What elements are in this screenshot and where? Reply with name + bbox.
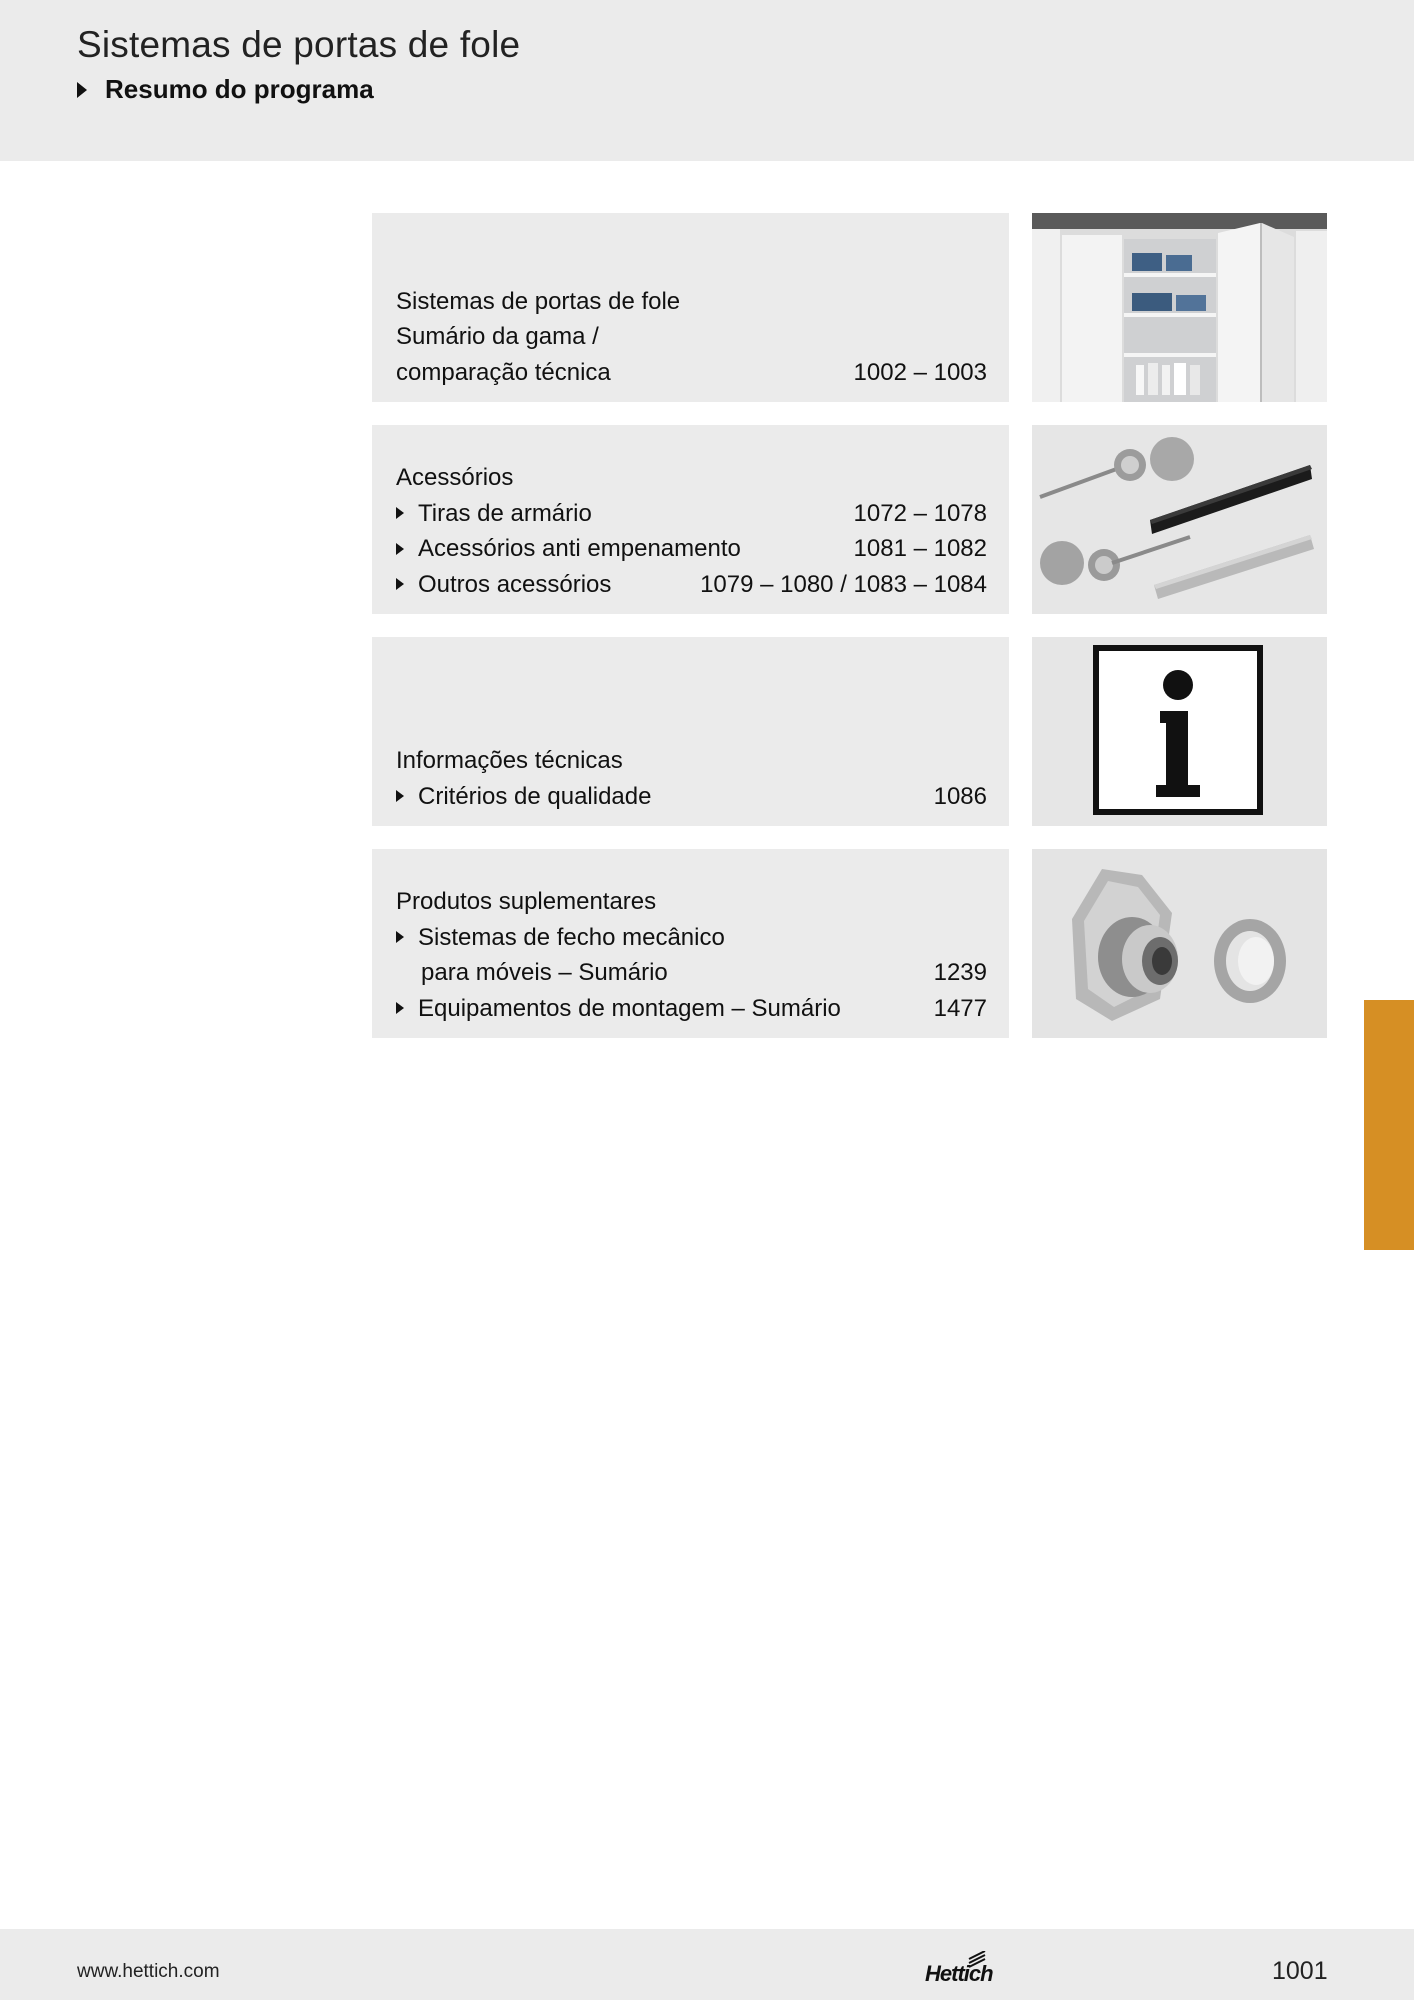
section-line-label: Tiras de armário [418, 499, 592, 527]
page-reference[interactable]: 1086 [933, 782, 987, 810]
page-reference[interactable]: 1079 – 1080 / 1083 – 1084 [700, 570, 987, 598]
accessories-illustration [1032, 425, 1327, 614]
section-line-label: Acessórios anti empenamento [418, 535, 741, 562]
page-subtitle-text: Resumo do programa [105, 74, 374, 104]
section-line-label: Sistemas de fecho mecânico [418, 923, 725, 951]
folding-wardrobe-photo [1032, 213, 1327, 402]
page-reference[interactable]: 1477 [933, 994, 987, 1022]
hettich-logo [925, 1951, 1005, 1987]
section-line[interactable] [396, 991, 987, 1027]
lock-illustration [1032, 849, 1327, 1038]
info-icon-graphic [1032, 637, 1327, 826]
bullet-arrow-icon [77, 82, 87, 98]
section-panel-accessories [372, 425, 1009, 614]
section-line[interactable] [396, 779, 987, 815]
section-line-label: Outros acessórios [418, 570, 612, 598]
section-line [396, 920, 987, 956]
section-line [396, 319, 987, 355]
section-line-label: Equipamentos de montagem – Sumário [418, 994, 841, 1022]
bullet-arrow-icon [396, 507, 404, 519]
page-reference[interactable]: 1239 [933, 959, 987, 986]
bullet-arrow-icon [396, 790, 404, 802]
bullet-arrow-icon [396, 543, 404, 555]
section-line[interactable] [396, 567, 987, 603]
section-panel-supplementary [372, 849, 1009, 1038]
page-reference[interactable]: 1081 – 1082 [853, 535, 987, 562]
section-line [396, 743, 987, 779]
accessories-photo [1032, 425, 1327, 614]
section-line [396, 884, 987, 920]
section-line [396, 284, 987, 320]
footer-url[interactable]: www.hettich.com [77, 1961, 220, 1982]
section-line-label: Produtos suplementares [396, 888, 657, 915]
section-line-label: Sistemas de portas de fole [396, 287, 681, 315]
wardrobe-illustration [1032, 213, 1327, 402]
info-icon [1032, 637, 1327, 826]
section-line-label: Informações técnicas [396, 747, 623, 774]
page-reference[interactable]: 1072 – 1078 [853, 499, 987, 527]
section-line[interactable] [396, 531, 987, 567]
page-title: Sistemas de portas de fole [77, 24, 521, 65]
section-line-label: Sumário da gama / [396, 323, 599, 350]
section-line-label: Critérios de qualidade [418, 782, 652, 810]
bullet-arrow-icon [396, 1002, 404, 1014]
section-panel-bellow-doors [372, 213, 1009, 402]
section-line[interactable] [396, 496, 987, 532]
section-line-label: Acessórios [396, 464, 514, 491]
page-subtitle [77, 74, 374, 105]
section-line-label: comparação técnica [396, 358, 611, 386]
section-panel-technical-info [372, 637, 1009, 826]
section-line[interactable] [396, 955, 987, 991]
section-line [396, 460, 987, 496]
chapter-tab [1364, 1000, 1414, 1250]
bullet-arrow-icon [396, 931, 404, 943]
logo-text: Hettich [925, 1961, 993, 1986]
section-line-label: para móveis – Sumário [421, 959, 668, 986]
lock-cylinder-photo [1032, 849, 1327, 1038]
section-line[interactable] [396, 355, 987, 391]
page-reference[interactable]: 1002 – 1003 [853, 358, 987, 386]
page-number: 1001 [1272, 1957, 1328, 1985]
bullet-arrow-icon [396, 578, 404, 590]
